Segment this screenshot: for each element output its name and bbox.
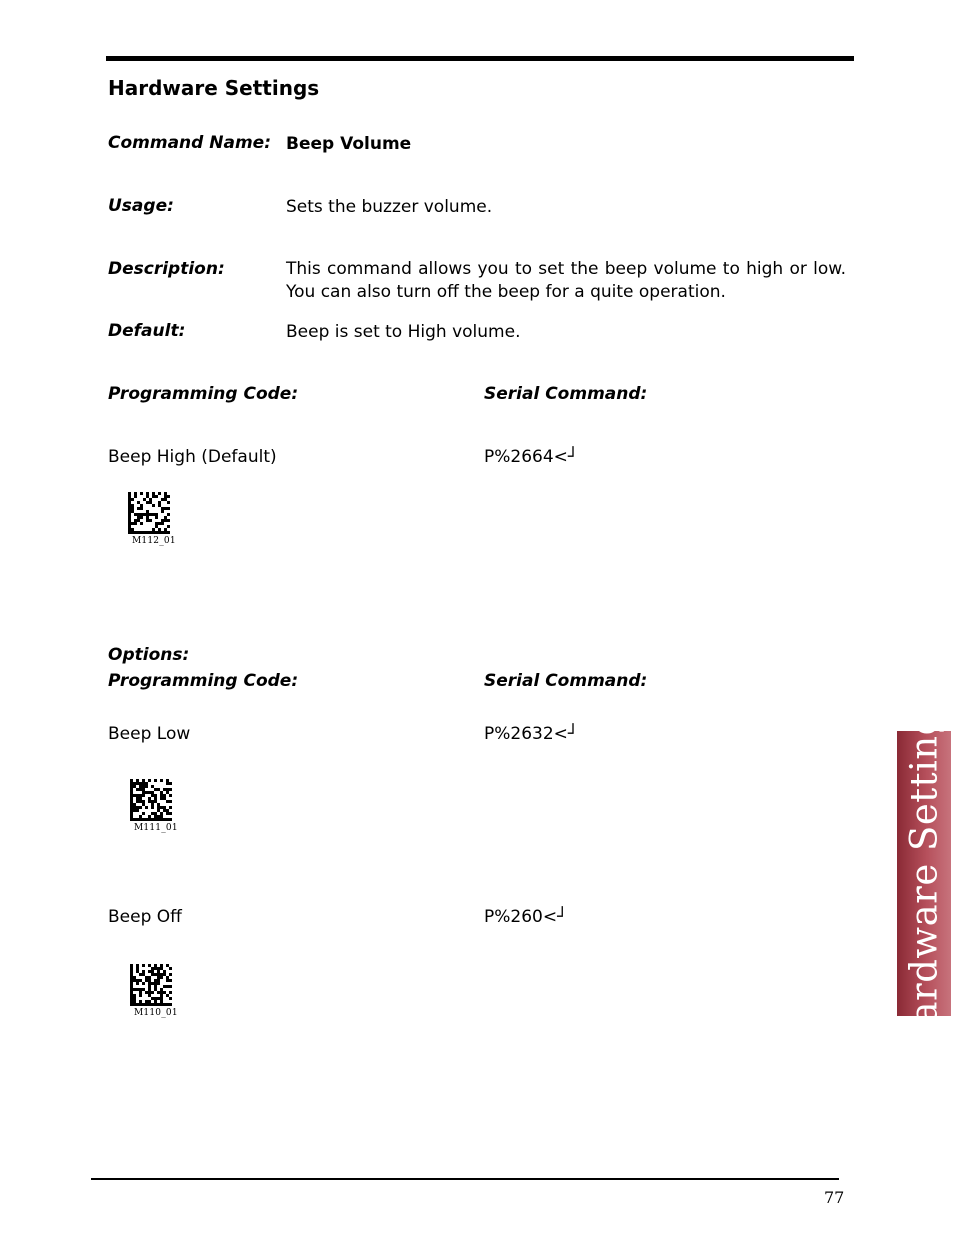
command-name-value: Beep Volume — [286, 134, 412, 154]
command-name-label: Command Name: — [108, 133, 271, 153]
beep-low-code-caption: M111_01 — [134, 823, 178, 833]
section-side-tab[interactable] — [897, 691, 951, 1056]
beep-low-command: P%2632<┘ — [484, 724, 579, 744]
usage-value: Sets the buzzer volume. — [286, 197, 493, 217]
default-label: Default: — [108, 321, 186, 341]
options-serial-command-label: Serial Command: — [484, 671, 648, 691]
description-value: This command allows you to set the beep volume to high or low. You can also turn off the beep for a quite operation. — [286, 259, 846, 302]
description-label: Description: — [108, 259, 225, 279]
page-title: Hardware Settings — [108, 76, 320, 100]
page-number: 77 — [824, 1188, 845, 1207]
beep-off-datamatrix-code[interactable] — [130, 964, 172, 1006]
default-value: Beep is set to High volume. — [286, 322, 521, 342]
beep-off-code-caption: M110_01 — [134, 1008, 178, 1018]
bottom-rule — [91, 1178, 839, 1180]
side-tab-text: Hardware Settings — [902, 691, 946, 1056]
beep-low-datamatrix-code[interactable] — [130, 779, 172, 821]
beep-high-code-caption: M112_01 — [132, 536, 176, 546]
beep-high-datamatrix-code[interactable] — [128, 492, 170, 534]
options-label: Options: — [108, 645, 190, 665]
serial-command-label: Serial Command: — [484, 384, 648, 404]
beep-high-command: P%2664<┘ — [484, 447, 579, 467]
beep-high-label: Beep High (Default) — [108, 447, 277, 467]
usage-label: Usage: — [108, 196, 174, 216]
beep-off-command: P%260<┘ — [484, 907, 568, 927]
beep-off-label: Beep Off — [108, 907, 182, 927]
top-rule — [106, 56, 854, 61]
beep-low-label: Beep Low — [108, 724, 191, 744]
options-programming-code-label: Programming Code: — [108, 671, 299, 691]
programming-code-label: Programming Code: — [108, 384, 299, 404]
